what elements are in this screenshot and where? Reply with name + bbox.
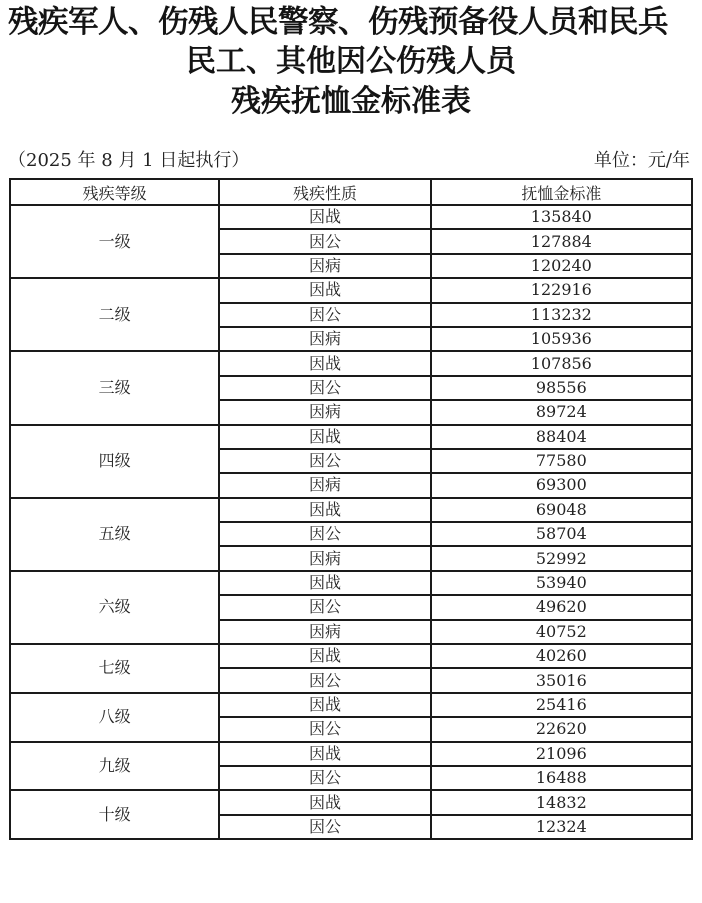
amount-cell: 69048 — [431, 498, 692, 522]
level-cell: 二级 — [10, 278, 219, 351]
table-row — [10, 571, 692, 595]
nature-cell: 因公 — [219, 766, 430, 790]
level-cell: 六级 — [10, 571, 219, 644]
header-nature: 残疾性质 — [219, 179, 430, 205]
table-row — [10, 790, 692, 814]
nature-cell: 因病 — [219, 254, 430, 278]
amount-cell: 22620 — [431, 717, 692, 741]
amount-cell: 98556 — [431, 376, 692, 400]
nature-cell: 因病 — [219, 546, 430, 570]
nature-cell: 因病 — [219, 620, 430, 644]
amount-cell: 53940 — [431, 571, 692, 595]
amount-cell: 113232 — [431, 303, 692, 327]
table-row — [10, 351, 692, 375]
amount-cell: 52992 — [431, 546, 692, 570]
nature-cell: 因战 — [219, 498, 430, 522]
amount-cell: 58704 — [431, 522, 692, 546]
nature-cell: 因战 — [219, 571, 430, 595]
effective-date: （2025 年 8 月 1 日起执行） — [8, 150, 250, 171]
amount-cell: 120240 — [431, 254, 692, 278]
nature-cell: 因战 — [219, 742, 430, 766]
nature-cell: 因公 — [219, 229, 430, 253]
title-line-2: 民工、其他因公伤残人员 — [186, 44, 516, 79]
amount-cell: 16488 — [431, 766, 692, 790]
amount-cell: 40260 — [431, 644, 692, 668]
amount-cell: 89724 — [431, 400, 692, 424]
level-cell: 七级 — [10, 644, 219, 693]
nature-cell: 因战 — [219, 278, 430, 302]
amount-cell: 107856 — [431, 351, 692, 375]
table-row — [10, 205, 692, 229]
table-body — [10, 205, 692, 839]
amount-cell: 21096 — [431, 742, 692, 766]
nature-cell: 因战 — [219, 693, 430, 717]
nature-cell: 因公 — [219, 595, 430, 619]
table-header-row — [10, 179, 692, 205]
level-cell: 十级 — [10, 790, 219, 839]
level-cell: 五级 — [10, 498, 219, 571]
table-row — [10, 278, 692, 302]
subtitle-line — [8, 148, 690, 174]
amount-cell: 69300 — [431, 473, 692, 497]
table-row — [10, 742, 692, 766]
amount-cell: 14832 — [431, 790, 692, 814]
nature-cell: 因公 — [219, 376, 430, 400]
nature-cell: 因公 — [219, 303, 430, 327]
nature-cell: 因公 — [219, 522, 430, 546]
amount-cell: 77580 — [431, 449, 692, 473]
header-level: 残疾等级 — [10, 179, 219, 205]
amount-cell: 35016 — [431, 668, 692, 692]
nature-cell: 因病 — [219, 473, 430, 497]
table-row — [10, 425, 692, 449]
amount-cell: 127884 — [431, 229, 692, 253]
amount-cell: 88404 — [431, 425, 692, 449]
nature-cell: 因病 — [219, 400, 430, 424]
nature-cell: 因战 — [219, 351, 430, 375]
level-cell: 四级 — [10, 425, 219, 498]
nature-cell: 因公 — [219, 815, 430, 839]
amount-cell: 49620 — [431, 595, 692, 619]
level-cell: 八级 — [10, 693, 219, 742]
title-line-3: 残疾抚恤金标准表 — [231, 84, 471, 119]
nature-cell: 因战 — [219, 644, 430, 668]
header-amount: 抚恤金标准 — [431, 179, 692, 205]
nature-cell: 因战 — [219, 790, 430, 814]
title-line-1: 残疾军人、伤残人民警察、伤残预备役人员和民兵 — [8, 4, 668, 40]
nature-cell: 因病 — [219, 327, 430, 351]
amount-cell: 12324 — [431, 815, 692, 839]
level-cell: 三级 — [10, 351, 219, 424]
level-cell: 九级 — [10, 742, 219, 791]
amount-cell: 135840 — [431, 205, 692, 229]
table-row — [10, 693, 692, 717]
amount-cell: 122916 — [431, 278, 692, 302]
nature-cell: 因战 — [219, 205, 430, 229]
table-row — [10, 498, 692, 522]
table-row — [10, 644, 692, 668]
compensation-table — [9, 178, 693, 840]
nature-cell: 因公 — [219, 668, 430, 692]
nature-cell: 因战 — [219, 425, 430, 449]
unit-label: 单位：元/年 — [593, 150, 690, 171]
amount-cell: 105936 — [431, 327, 692, 351]
level-cell: 一级 — [10, 205, 219, 278]
nature-cell: 因公 — [219, 449, 430, 473]
amount-cell: 25416 — [431, 693, 692, 717]
nature-cell: 因公 — [219, 717, 430, 741]
amount-cell: 40752 — [431, 620, 692, 644]
